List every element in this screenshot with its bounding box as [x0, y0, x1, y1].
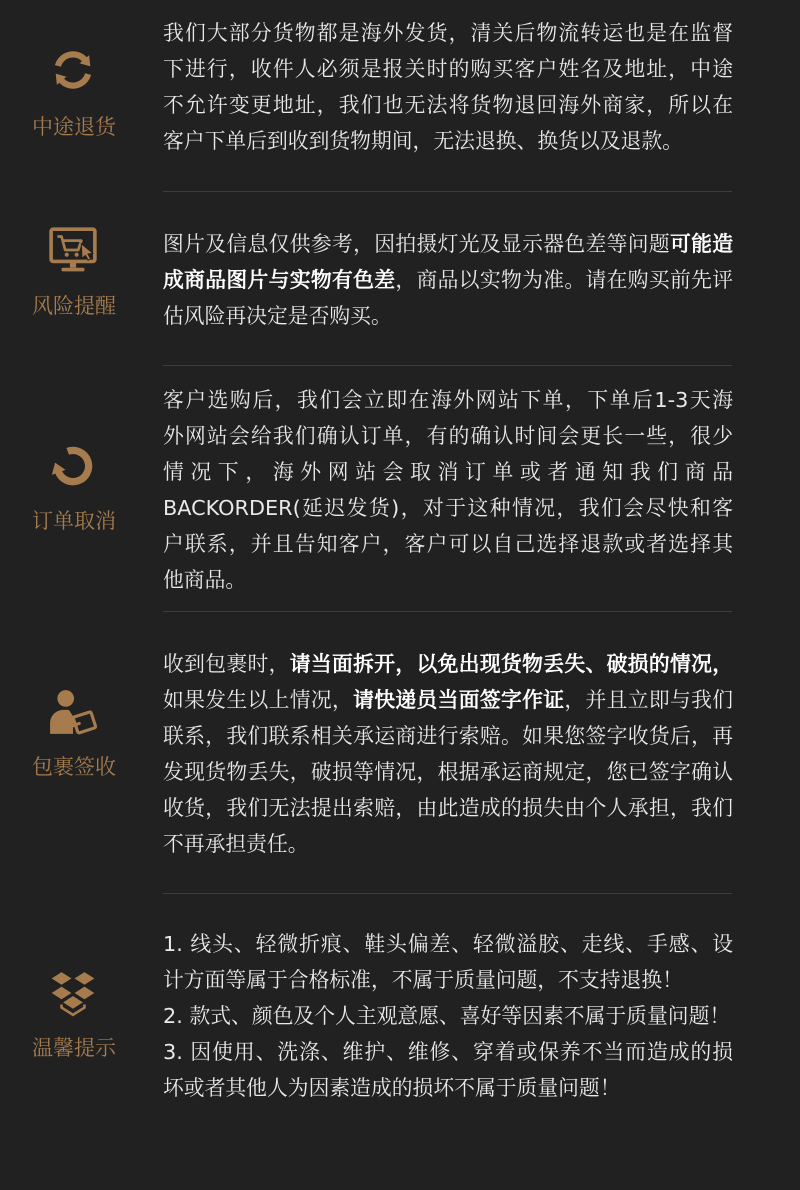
emphasis-text: 请快递员当面签字作证	[353, 688, 565, 712]
text-line	[163, 646, 733, 682]
text-line: BACKORDER(延迟发货)，对于这种情况，我们会尽快和客	[163, 496, 733, 520]
person-sign-icon	[48, 687, 98, 737]
text-line: 1. 线头、轻微折痕、鞋头偏差、轻微溢胶、走线、手感、设	[163, 932, 733, 956]
text-line: 不允许变更地址，我们也无法将货物退回海外商家，所以在	[163, 93, 733, 117]
emphasis-text: 请当面拆开，以免出现货物丢失、破损的情况，	[289, 652, 734, 676]
text-line: 计方面等属于合格标准，不属于质量问题，不支持退换！	[163, 968, 683, 992]
text-line: 客户选购后，我们会立即在海外网站下单，下单后1-3天海	[163, 388, 733, 412]
text-line: 他商品。	[163, 568, 247, 592]
section-divider	[163, 611, 732, 612]
text-line: 估风险再决定是否购买。	[163, 304, 392, 328]
section-divider	[163, 893, 732, 894]
text-line: 客户下单后到收到货物期间，无法退换、换货以及退款。	[163, 129, 683, 153]
text-segment: 图片及信息仅供参考，因拍摄灯光及显示器色差等问题	[163, 232, 670, 256]
text-segment: ，并且立即与我们	[564, 688, 734, 712]
text-line: 我们大部分货物都是海外发货，清关后物流转运也是在监督	[163, 21, 733, 45]
text-line: 不再承担责任。	[163, 832, 309, 856]
text-segment: 收到包裹时，	[163, 652, 290, 676]
text-line	[163, 226, 733, 262]
text-line: 收货，我们无法提出索赔，由此造成的损失由个人承担，我们	[163, 796, 733, 820]
section-text	[163, 226, 733, 334]
section-divider	[163, 365, 732, 366]
section-label: 温馨提示	[32, 1036, 116, 1060]
open-box-icon	[48, 968, 98, 1018]
text-line: 3. 因使用、洗涤、维护、维修、穿着或保养不当而造成的损	[163, 1040, 733, 1064]
text-line: 情况下，海外网站会取消订单或者通知我们商品	[163, 460, 733, 484]
section-label: 包裹签收	[32, 755, 116, 779]
section-label: 风险提醒	[32, 294, 116, 318]
section-text	[163, 926, 733, 1106]
section-text	[163, 382, 733, 598]
section-text	[163, 646, 733, 862]
section-label: 订单取消	[32, 509, 116, 533]
text-line: 户联系，并且告知客户，客户可以自己选择退款或者选择其	[163, 532, 733, 556]
monitor-cart-icon	[48, 225, 98, 275]
section-divider	[163, 191, 732, 192]
emphasis-text: 成商品图片与实物有色差	[163, 268, 396, 292]
refresh-arrows-icon	[48, 45, 98, 95]
text-segment: 如果发生以上情况，	[163, 688, 354, 712]
section-text	[163, 15, 733, 159]
text-line: 联系，我们联系相关承运商进行索赔。如果您签字收货后，再	[163, 724, 733, 748]
text-line: 下进行，收件人必须是报关时的购买客户姓名及地址，中途	[163, 57, 733, 81]
text-line	[163, 262, 733, 298]
text-segment: ，商品以实物为准。请在购买前先评	[395, 268, 734, 292]
section-label: 中途退货	[32, 115, 116, 139]
text-line: 外网站会给我们确认订单，有的确认时间会更长一些，很少	[163, 424, 733, 448]
rotate-arrow-icon	[48, 440, 98, 490]
text-line	[163, 682, 733, 718]
text-line: 2. 款式、颜色及个人主观意愿、喜好等因素不属于质量问题！	[163, 1004, 731, 1028]
text-line: 发现货物丢失，破损等情况，根据承运商规定，您已签字确认	[163, 760, 733, 784]
emphasis-text: 可能造	[669, 232, 734, 256]
text-line: 坏或者其他人为因素造成的损坏不属于质量问题！	[163, 1076, 621, 1100]
